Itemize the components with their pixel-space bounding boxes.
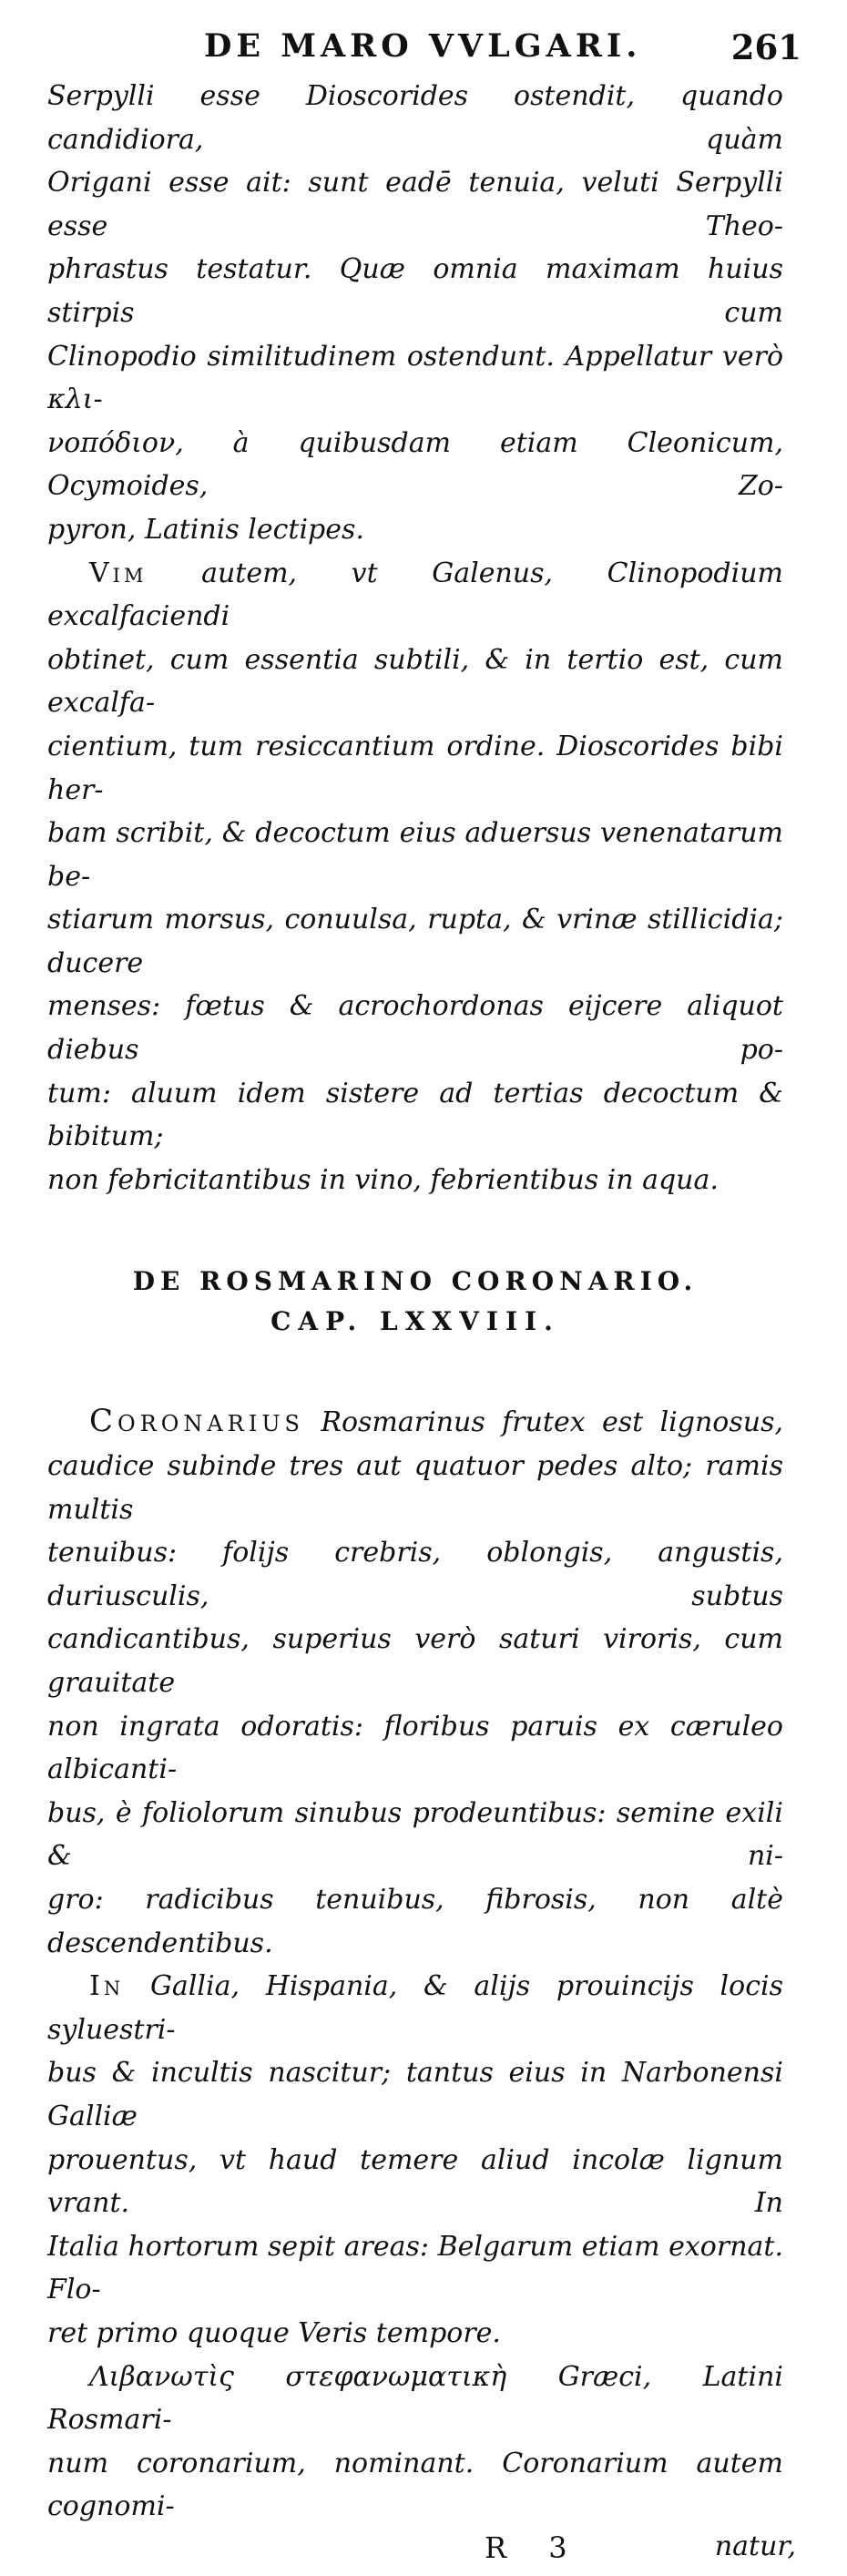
text-line — [47, 1965, 783, 2051]
text-line — [47, 552, 783, 639]
text-line: non febricitantibus in vino, febrientibus in aqua. — [47, 1163, 719, 1196]
text-line: caudice subinde tres aut quatuor pedes alto; ramis multis — [47, 1450, 783, 1526]
text-line: num coronarium, nominant. Coronarium autem cognomi- — [47, 2447, 783, 2523]
text-line: bus & incultis nascitur; tantus eius in Narbonensi Galliæ — [47, 2057, 783, 2132]
text-line: Λιβανωτὶς στεφανωματικὴ Græci, Latini Rosmari- — [47, 2360, 783, 2437]
running-title: DE MARO VVLGARI. — [204, 27, 642, 65]
paragraph-in-gallia — [47, 1965, 783, 2355]
signature-mark: R 3 — [485, 2530, 584, 2565]
lead-word: In — [89, 1970, 125, 2003]
text-line: non ingrata odoratis: floribus paruis ex cæruleo albicanti- — [47, 1710, 783, 1786]
catchword: natur, — [714, 2530, 796, 2562]
page-header — [47, 27, 801, 75]
text-line: phrastus testatur. Quæ omnia maximam huius stirpis cum — [47, 253, 783, 329]
text-line: gro: radicibus tenuibus, fibrosis, non altè descendentibus. — [47, 1883, 783, 1959]
lead-word: Vim — [89, 557, 148, 589]
text-line: bus, è foliolorum sinubus prodeuntibus: semine exili & ni- — [47, 1796, 783, 1873]
text-line: cientium, tum resiccantium ordine. Dioscorides bibi her- — [47, 730, 783, 806]
text-line: Italia hortorum sepit areas: Belgarum etiam exornat. Flo- — [47, 2230, 783, 2306]
paragraph-greek-names — [47, 2356, 783, 2529]
text-line: stiarum morsus, conuulsa, rupta, & vrinæ stillicidia; ducere — [47, 904, 783, 979]
text-line: Clinopodio similitudinem ostendunt. Appellatur verò κλι- — [47, 340, 783, 416]
page-footer — [47, 2530, 796, 2576]
text-fragment: Rosmarinus frutex est lignosus, — [321, 1406, 783, 1439]
chapter-number: CAP. LXXVIII. — [270, 1306, 560, 1337]
text-line: Serpylli esse Dioscorides ostendit, quando candidiora, quàm — [47, 80, 783, 156]
text-line: tum: aluum idem sistere ad tertias decoctum & bibitum; — [47, 1077, 783, 1153]
text-line: obtinet, cum essentia subtili, & in tertio est, cum excalfa- — [47, 643, 783, 720]
chapter-title: DE ROSMARINO CORONARIO. — [132, 1266, 699, 1297]
text-line: candicantibus, superius verò saturi viroris, cum grauitate — [47, 1623, 783, 1699]
page-number: 261 — [730, 27, 801, 67]
paragraph-coronarius — [47, 1400, 783, 1965]
text-line: menses: fœtus & acrochordonas eijcere aliquot diebus po- — [47, 990, 783, 1067]
paragraph-vim — [47, 552, 783, 1202]
paragraph-clinopodium-end — [47, 75, 783, 552]
text-line: pyron, Latinis lectipes. — [47, 513, 364, 546]
text-line: Origani esse ait: sunt eadē tenuia, veluti Serpylli esse Theo- — [47, 167, 783, 242]
text-line: prouentus, vt haud temere aliud incolæ lignum vrant. In — [47, 2143, 783, 2220]
text-line: tenuibus: folijs crebris, oblongis, angustis, duriusculis, subtus — [47, 1537, 783, 1612]
text-fragment: autem, vt Galenus, Clinopodium excalfaciendi — [47, 557, 783, 633]
text-line — [47, 1400, 783, 1445]
text-line: ret primo quoque Veris tempore. — [47, 2316, 501, 2349]
text-fragment: Gallia, Hispania, & alijs prouincijs locis syluestri- — [47, 1970, 783, 2046]
text-line: νοπόδιον, à quibusdam etiam Cleonicum, Ocymoides, Zo- — [47, 426, 783, 503]
lead-word: Coronarius — [89, 1403, 304, 1440]
text-line: bam scribit, & decoctum eius aduersus venenatarum be- — [47, 817, 783, 893]
